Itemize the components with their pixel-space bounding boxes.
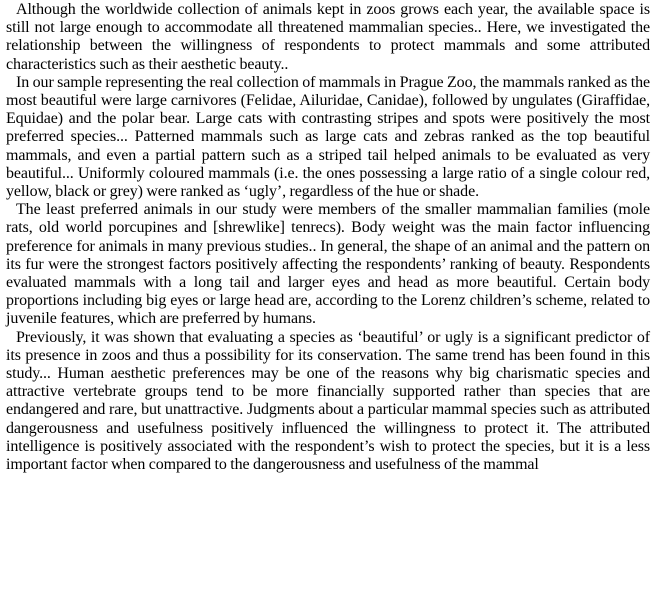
paragraph-most-beautiful-mammals: In our sample representing the real collection of mammals in Prague Zoo, the mammals ranked as the most beautiful were large carnivores (Felidae, Ailuridae, Canidae), followed by ungulates (Giraffidae, Equidae) and the polar bear. Large cats with contrasting stripes and spots were positively the most preferred species... Patterned mammals such as large cats and zebras ranked as the top beautiful mammals, and even a partial pattern such as a striped tail helped animals to be evaluated as very beautiful... Uniformly coloured mammals (i.e. the ones possessing a large ratio of a single colour red, yellow, black or grey) were ranked as ‘ugly’, regardless of the hue or shade. xyxy=(6,73,650,201)
paragraph-least-preferred-mammals: The least preferred animals in our study were members of the smaller mammalian families (mole rats, old world porcupines and [shrewlike] tenrecs). Body weight was the main factor influencing preference for animals in many previous studies.. In general, the shape of an animal and the pattern on its fur were the strongest factors positively affecting the respondents’ ranking of beauty. Respondents evaluated mammals with a long tail and larger eyes and head as more beautiful. Certain body proportions including big eyes or large head are, according to the Lorenz children’s scheme, related to juvenile features, which are preferred by humans. xyxy=(6,201,650,328)
paragraph-conservation-preferences: Previously, it was shown that evaluating a species as ‘beautiful’ or ugly is a significant predictor of its presence in zoos and thus a possibility for its conservation. The same trend has been found in this study... Human aesthetic preferences may be one of the reasons why big charismatic species and attractive vertebrate groups tend to be more financially supported rather than species that are endangered and rare, but unattractive. Judgments about a particular mammal species such as attributed dangerousness and usefulness positively influenced the willingness to protect it. The attributed intelligence is positively associated with the respondent’s wish to protect the species, but it is a less important factor when compared to the dangerousness and usefulness of the mammal xyxy=(6,328,650,474)
paragraph-zoo-space: Although the worldwide collection of animals kept in zoos grows each year, the available space is still not large enough to accommodate all threatened mammalian species.. Here, we investigated the relationship between the willingness of respondents to protect mammals and some attributed characteristics such as their aesthetic beauty.. xyxy=(6,1,650,73)
